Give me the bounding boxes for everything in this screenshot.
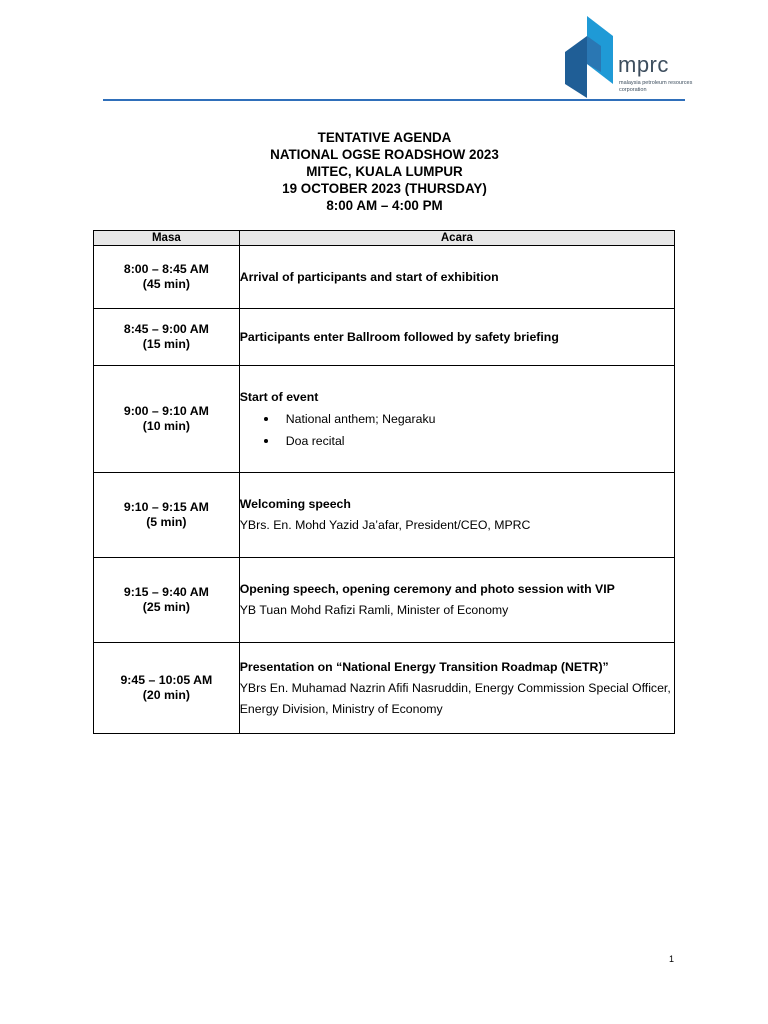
logo-wordmark: mprc xyxy=(618,52,669,77)
time-cell xyxy=(94,309,240,366)
duration: (15 min) xyxy=(142,337,190,351)
column-header-acara: Acara xyxy=(239,231,674,246)
time-range: 9:10 – 9:15 AM xyxy=(123,500,209,514)
event-title: Opening speech, opening ceremony and photo session with VIP xyxy=(239,582,615,596)
event-cell xyxy=(239,246,674,309)
table-row xyxy=(94,473,675,558)
event-cell xyxy=(239,558,674,643)
title-line-2: NATIONAL OGSE ROADSHOW 2023 xyxy=(270,147,499,162)
event-cell xyxy=(239,643,674,734)
list-item: Doa recital xyxy=(240,430,674,452)
time-cell xyxy=(94,366,240,473)
header-rule xyxy=(103,99,685,101)
event-cell xyxy=(239,366,674,473)
table-row xyxy=(94,558,675,643)
event-title: Start of event xyxy=(239,389,319,404)
document-title xyxy=(94,129,675,214)
table-row xyxy=(94,366,675,473)
event-title: Presentation on “National Energy Transition Roadmap (NETR)” xyxy=(239,659,609,674)
mprc-logo-mark-icon xyxy=(563,14,619,100)
title-line-1: TENTATIVE AGENDA xyxy=(317,130,452,145)
event-cell xyxy=(239,473,674,558)
event-title: Arrival of participants and start of exhibition xyxy=(239,269,499,284)
title-line-4: 19 OCTOBER 2023 (THURSDAY) xyxy=(282,181,487,196)
time-cell xyxy=(94,643,240,734)
time-cell xyxy=(94,473,240,558)
event-detail: YBrs En. Muhamad Nazrin Afifi Nasruddin, Energy Commission Special Officer, Energy Division, Ministry of Economy xyxy=(239,680,671,716)
event-detail: YB Tuan Mohd Rafizi Ramli, Minister of Economy xyxy=(239,603,509,617)
event-cell xyxy=(239,309,674,366)
event-title: Welcoming speech xyxy=(239,497,351,511)
duration: (25 min) xyxy=(142,600,190,614)
time-range: 8:45 – 9:00 AM xyxy=(123,322,209,336)
title-line-3: MITEC, KUALA LUMPUR xyxy=(306,164,463,179)
table-row xyxy=(94,246,675,309)
table-row xyxy=(94,643,675,734)
time-cell xyxy=(94,558,240,643)
page-number: 1 xyxy=(669,954,675,964)
list-item: National anthem; Negaraku xyxy=(240,408,674,430)
duration: (5 min) xyxy=(146,515,187,529)
title-line-5: 8:00 AM – 4:00 PM xyxy=(326,198,443,213)
duration: (10 min) xyxy=(142,419,190,433)
duration: (45 min) xyxy=(142,277,190,291)
duration: (20 min) xyxy=(142,688,190,702)
event-title: Participants enter Ballroom followed by safety briefing xyxy=(239,329,559,344)
mprc-logo xyxy=(563,14,693,100)
agenda-table xyxy=(93,230,675,734)
time-range: 8:00 – 8:45 AM xyxy=(123,262,209,276)
table-row xyxy=(94,309,675,366)
time-cell xyxy=(94,246,240,309)
event-bullet-list xyxy=(240,408,674,452)
column-header-masa: Masa xyxy=(94,231,240,246)
table-header-row xyxy=(94,231,675,246)
logo-subtitle: malaysia petroleum resources corporation xyxy=(619,80,693,93)
time-range: 9:15 – 9:40 AM xyxy=(123,585,209,599)
event-detail: YBrs. En. Mohd Yazid Ja’afar, President/CEO, MPRC xyxy=(239,518,531,532)
time-range: 9:00 – 9:10 AM xyxy=(123,404,209,418)
time-range: 9:45 – 10:05 AM xyxy=(120,673,213,687)
